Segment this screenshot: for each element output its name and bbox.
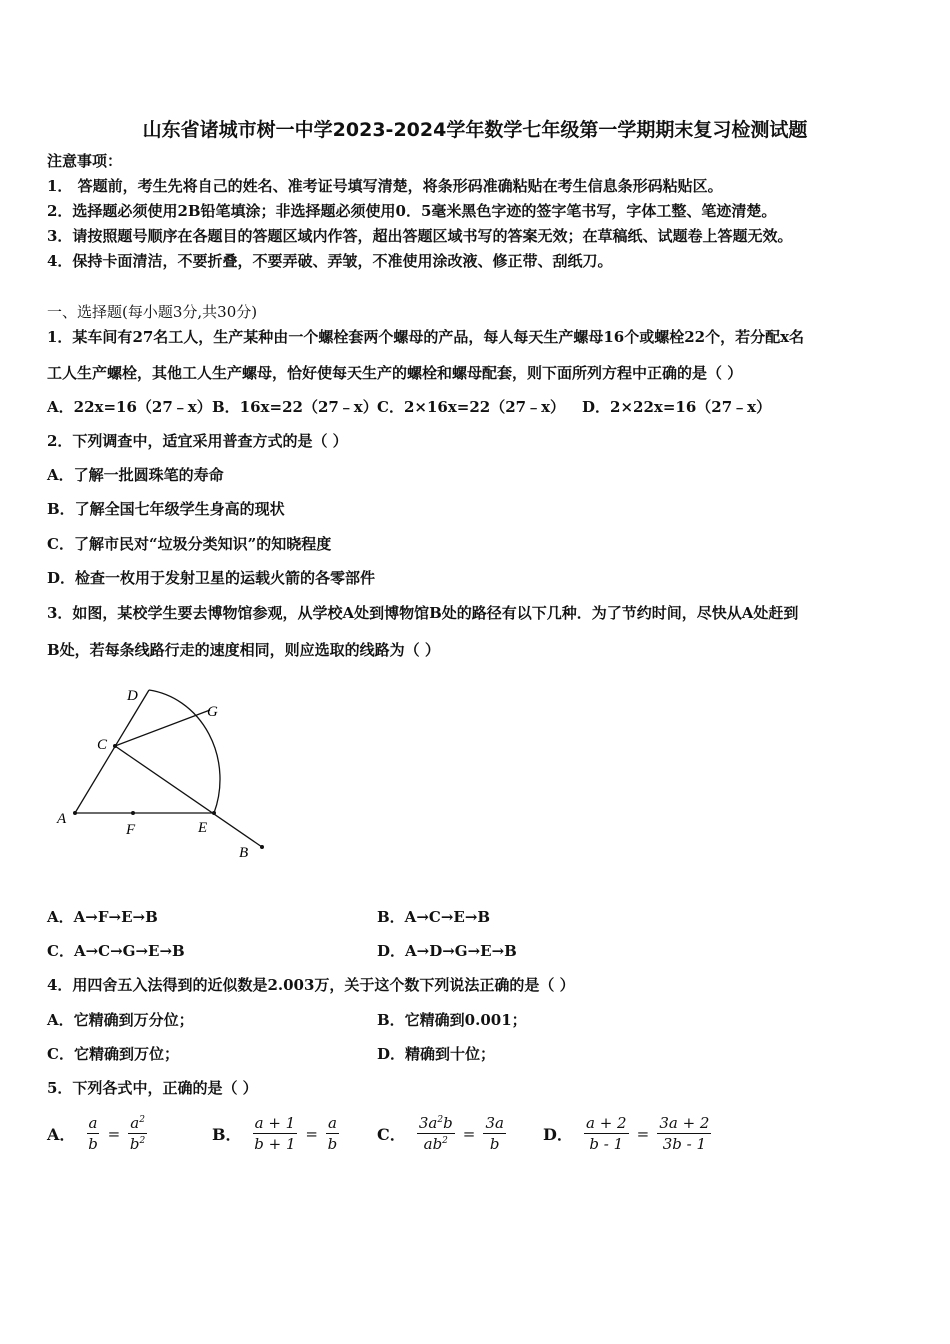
label-a: A	[57, 811, 67, 827]
q1-option-a: A．22x=16（27﹣x）	[47, 398, 212, 416]
option-label: B．	[212, 1125, 242, 1144]
q3-option-d: D．A→D→G→E→B	[377, 942, 517, 960]
q4-stem: 4．用四舍五入法得到的近似数是2.003万，关于这个数下列说法正确的是（ ）	[47, 976, 575, 994]
q1-option-b: B．16x=22（27﹣x）	[212, 398, 378, 416]
notice-item: 3．请按照题号顺序在各题目的答题区域内作答，超出答题区域书写的答案无效；在草稿纸、试题卷上答题无效。	[47, 227, 793, 245]
fraction: $\frac{a^2}{b^2}$	[129, 1114, 146, 1153]
q1-option-c: C．2×16x=22（27﹣x）	[377, 398, 566, 416]
page-title: 山东省诸城市树一中学2023-2024学年数学七年级第一学期期末复习检测试题	[142, 119, 808, 141]
q1-option-d: D．2×22x=16（27﹣x）	[582, 398, 772, 416]
q4-option-c: C．它精确到万位；	[47, 1045, 179, 1063]
q2-option-b: B．了解全国七年级学生身高的现状	[47, 500, 285, 518]
option-label: C．	[377, 1125, 406, 1144]
q4-option-b: B．它精确到0.001；	[377, 1011, 527, 1029]
q5-option-d: D． $\frac{a + 2}{b - 1}$ = $\frac{3a + 2}{3b - 1}$	[543, 1114, 710, 1153]
q3-option-c: C．A→C→G→E→B	[47, 942, 185, 960]
q5-option-b: B． $\frac{a + 1}{b + 1}$ = $\frac{a}{b}$	[212, 1114, 338, 1153]
label-g: G	[207, 704, 218, 720]
fraction: $\frac{a + 1}{b + 1}$	[254, 1114, 296, 1153]
label-b: B	[239, 845, 249, 861]
q3-stem-line2: B处，若每条线路行走的速度相同，则应选取的线路为（ ）	[47, 641, 440, 659]
fraction: $\frac{a + 2}{b - 1}$	[585, 1114, 627, 1153]
q2-option-d: D．检查一枚用于发射卫星的运载火箭的各零部件	[47, 569, 376, 587]
notice-item: 1． 答题前，考生先将自己的姓名、准考证号填写清楚，将条形码准确粘贴在考生信息条形码粘贴区。	[47, 177, 723, 195]
q5-option-c: C． $\frac{3a^2b}{ab^2}$ = $\frac{3a}{b}$	[377, 1114, 504, 1153]
q3-stem-line1: 3．如图，某校学生要去博物馆参观，从学校A处到博物馆B处的路径有以下几种．为了节约时间，尽快从A处赶到	[47, 604, 799, 622]
notice-heading: 注意事项：	[47, 152, 123, 170]
option-label: D．	[543, 1125, 573, 1144]
q5-option-a: A． $\frac{a}{b}$ = $\frac{a^2}{b^2}$	[47, 1114, 146, 1153]
option-label: A．	[47, 1125, 76, 1144]
q1-stem-line2: 工人生产螺栓，其他工人生产螺母，恰好使每天生产的螺栓和螺母配套，则下面所列方程中正确的是（ ）	[47, 364, 743, 382]
fraction: $\frac{3a^2b}{ab^2}$	[418, 1114, 453, 1153]
fraction: $\frac{a}{b}$	[327, 1114, 338, 1153]
q5-stem: 5．下列各式中，正确的是（ ）	[47, 1079, 258, 1097]
q3-option-a: A．A→F→E→B	[47, 908, 158, 926]
fraction: $\frac{3a}{b}$	[485, 1114, 504, 1153]
notice-item: 2．选择题必须使用2B铅笔填涂；非选择题必须使用0．5毫米黑色字迹的签字笔书写，字体工整、笔迹清楚。	[47, 202, 777, 220]
route-figure	[40, 675, 290, 875]
notice-item: 4．保持卡面清洁，不要折叠，不要弄破、弄皱，不准使用涂改液、修正带、刮纸刀。	[47, 252, 613, 270]
q2-option-a: A．了解一批圆珠笔的寿命	[47, 466, 224, 484]
label-e: E	[198, 820, 208, 836]
q2-option-c: C．了解市民对“垃圾分类知识”的知晓程度	[47, 535, 332, 553]
fraction: $\frac{3a + 2}{3b - 1}$	[659, 1114, 710, 1153]
q1-stem-line1: 1．某车间有27名工人，生产某种由一个螺栓套两个螺母的产品，每人每天生产螺母16个或螺栓22个，若分配x名	[47, 328, 805, 346]
q2-stem: 2．下列调查中，适宜采用普查方式的是（ ）	[47, 432, 348, 450]
q4-option-a: A．它精确到万分位；	[47, 1011, 194, 1029]
fraction: $\frac{a}{b}$	[88, 1114, 98, 1153]
q3-option-b: B．A→C→E→B	[377, 908, 491, 926]
label-d: D	[127, 688, 138, 704]
label-c: C	[97, 737, 108, 753]
section-heading: 一、选择题(每小题3分,共30分)	[47, 303, 258, 321]
label-f: F	[126, 822, 136, 838]
q4-option-d: D．精确到十位；	[377, 1045, 496, 1063]
